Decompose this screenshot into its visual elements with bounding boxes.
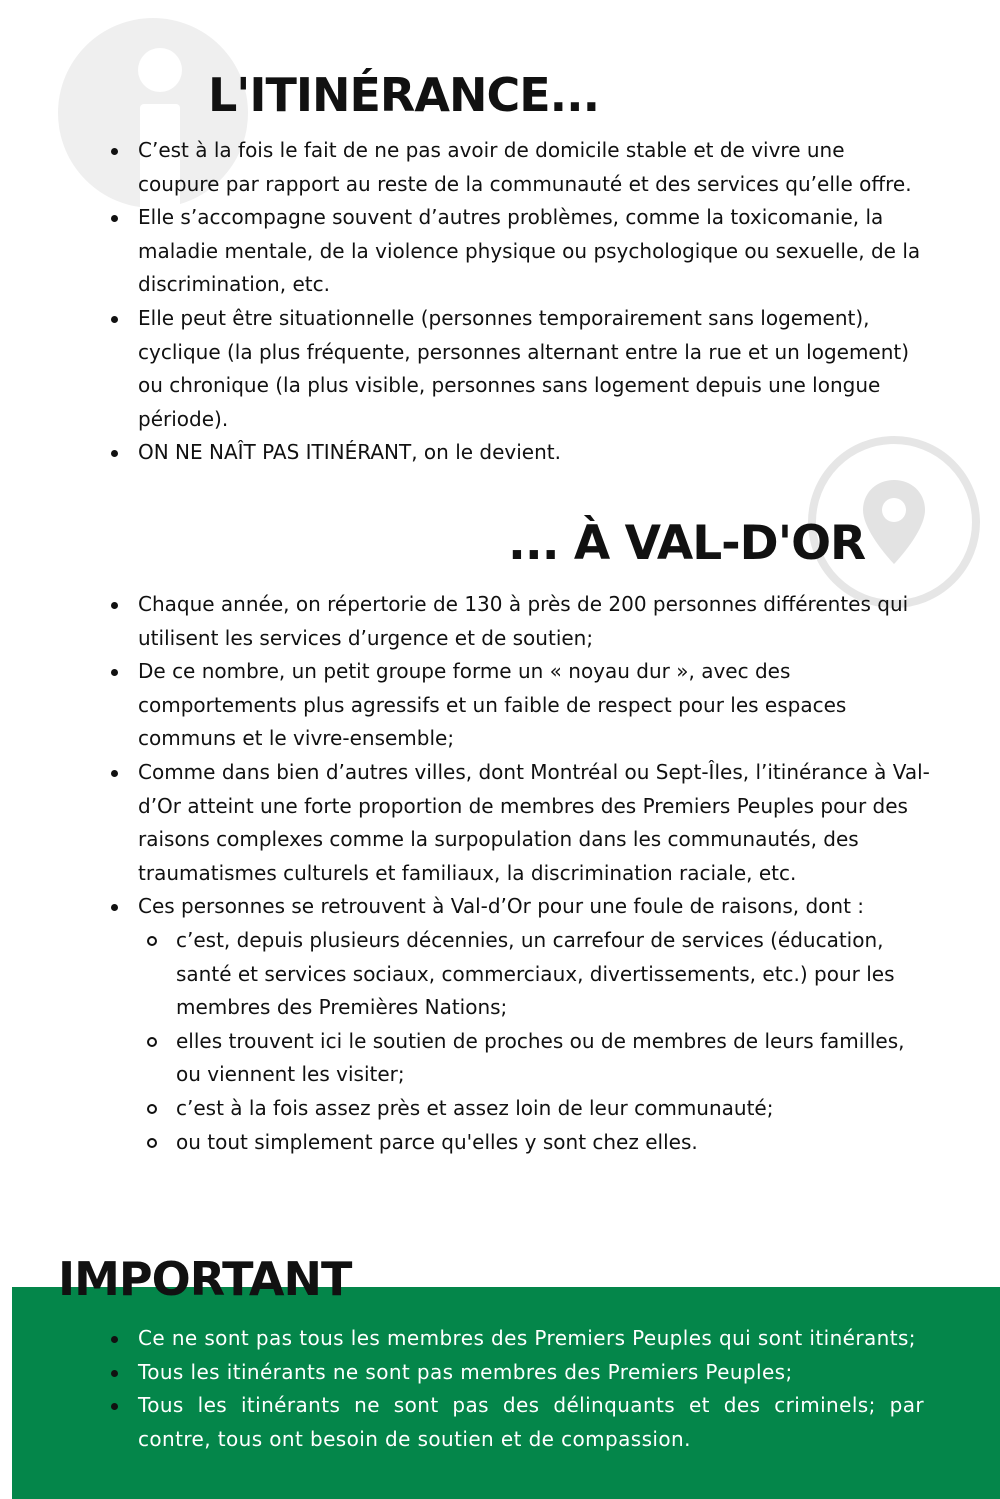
list-item	[104, 1322, 924, 1356]
info-icon-dot	[138, 48, 182, 92]
important-list	[104, 1322, 924, 1456]
list-item	[104, 1356, 924, 1390]
section-title-val-dor: ... À VAL-D'OR	[508, 516, 866, 571]
circle-bullet-icon	[147, 1037, 157, 1047]
circle-bullet-icon	[147, 936, 157, 946]
bullet-icon	[111, 602, 118, 609]
bullet-icon	[111, 1336, 118, 1343]
val-dor-list	[104, 588, 934, 1159]
sublist-item-text: c’est, depuis plusieurs décennies, un carrefour de services (éducation, santé et services sociaux, commerciaux, divertissements, etc.) pour les membres des Premières Nations;	[176, 927, 895, 1020]
list-item-text: ON NE NAÎT PAS ITINÉRANT, on le devient.	[138, 440, 561, 465]
list-item-text: Elle peut être situationnelle (personnes temporairement sans logement), cyclique (la plus fréquente, personnes alternant entre la rue et un logement) ou chronique (la plus visible, personnes sans logement depuis une longue période).	[138, 305, 910, 431]
sublist-item-text: c’est à la fois assez près et assez loin de leur communauté;	[176, 1095, 774, 1120]
sublist-item	[142, 1092, 934, 1126]
bullet-icon	[111, 904, 118, 911]
sublist-item	[142, 924, 934, 1025]
list-item-text: Elle s’accompagne souvent d’autres problèmes, comme la toxicomanie, la maladie mentale, de la violence physique ou psychologique ou sexuelle, de la discrimination, etc.	[138, 205, 921, 297]
bullet-icon	[111, 316, 118, 323]
list-item-text: Tous les itinérants ne sont pas membres des Premiers Peuples;	[138, 1359, 793, 1384]
list-item-text: Chaque année, on répertorie de 130 à près de 200 personnes différentes qui utilisent les services d’urgence et de soutien;	[138, 592, 909, 650]
bullet-icon	[111, 770, 118, 777]
list-item	[104, 134, 924, 201]
circle-bullet-icon	[147, 1104, 157, 1114]
list-item	[104, 1389, 924, 1456]
bullet-icon	[111, 450, 118, 457]
list-item-text: Tous les itinérants ne sont pas des délinquants et des criminels; par contre, tous ont besoin de soutien et de compassion.	[138, 1393, 924, 1451]
sublist-item-text: elles trouvent ici le soutien de proches ou de membres de leurs familles, ou viennent les visiter;	[176, 1028, 905, 1087]
sublist-item-text: ou tout simplement parce qu'elles y sont chez elles.	[176, 1129, 698, 1154]
bullet-icon	[111, 1403, 118, 1410]
bullet-icon	[111, 215, 118, 222]
list-item	[104, 655, 934, 756]
list-item-text: C’est à la fois le fait de ne pas avoir de domicile stable et de vivre une coupure par rapport au reste de la communauté et des services qu’elle offre.	[138, 138, 912, 196]
list-item-text: Ces personnes se retrouvent à Val-d’Or pour une foule de raisons, dont :	[138, 894, 865, 919]
list-item-text: De ce nombre, un petit groupe forme un « noyau dur », avec des comportements plus agressifs et un faible de respect pour les espaces communs et le vivre-ensemble;	[138, 659, 847, 751]
location-pin-glyph	[860, 478, 928, 566]
list-item	[104, 588, 934, 655]
circle-bullet-icon	[147, 1138, 157, 1148]
bullet-icon	[111, 669, 118, 676]
bullet-icon	[111, 1370, 118, 1377]
list-item	[104, 756, 934, 890]
sublist-item	[142, 1126, 934, 1160]
reasons-sublist	[142, 924, 934, 1159]
list-item-text: Comme dans bien d’autres villes, dont Montréal ou Sept-Îles, l’itinérance à Val-d’Or atteint une forte proportion de membres des Premiers Peuples pour des raisons complexes comme la surpopulation dans les communautés, des traumatismes culturels et familiaux, la discrimination raciale, etc.	[138, 759, 930, 885]
itinerance-list	[104, 134, 924, 470]
list-item-text: Ce ne sont pas tous les membres des Premiers Peuples qui sont itinérants;	[138, 1326, 916, 1350]
section-title-important: IMPORTANT	[58, 1252, 352, 1306]
list-item	[104, 302, 924, 436]
list-item	[104, 890, 934, 1159]
section-title-itinerance: L'ITINÉRANCE...	[208, 68, 600, 122]
bullet-icon	[111, 148, 118, 155]
sublist-item	[142, 1025, 934, 1092]
list-item	[104, 201, 924, 302]
list-item	[104, 436, 924, 470]
